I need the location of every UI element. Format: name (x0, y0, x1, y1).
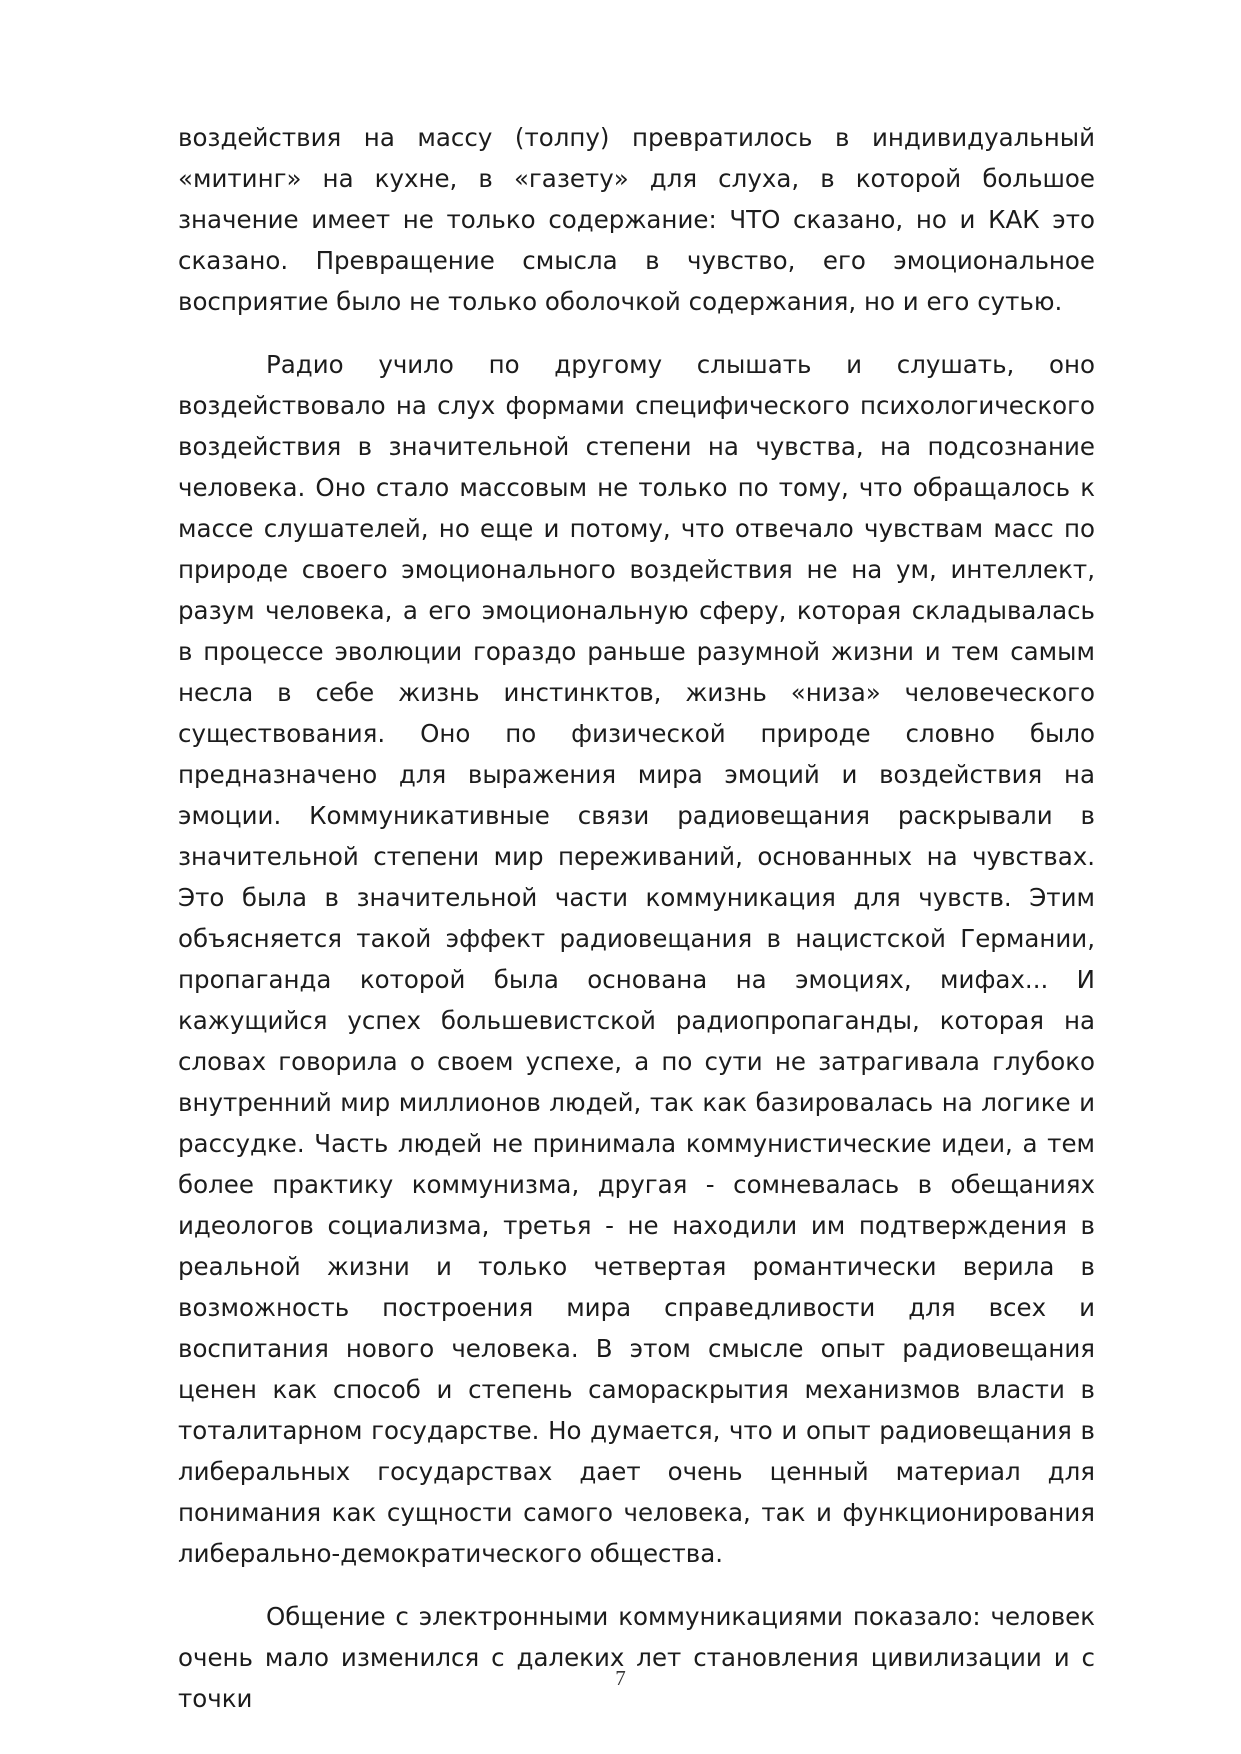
paragraph-1: воздействия на массу (толпу) превратилось в индивидуальный «митинг» на кухне, в «газету» для слуха, в которой большое значение имеет не только содержание: ЧТО сказано, но и КАК это сказано. Превращение смысла в чувство, его эмоциональное восприятие было не только оболочкой содержания, но и его сутью. (178, 123, 1095, 316)
body-text (178, 117, 1095, 1719)
paragraph-2: Радио учило по другому слышать и слушать, оно воздействовало на слух формами специфического психологического воздействия в значительной степени на чувства, на подсознание человека. Оно стало массовым не только по тому, что обращалось к массе слушателей, но еще и потому, что отвечало чувствам масс по природе своего эмоционального воздействия не на ум, интеллект, разум человека, а его эмоциональную сферу, которая складывалась в процессе эволюции гораздо раньше разумной жизни и тем самым несла в себе жизнь инстинктов, жизнь «низа» человеческого существования. Оно по физической природе словно было предназначено для выражения мира эмоций и воздействия на эмоции. Коммуникативные связи радиовещания раскрывали в значительной степени мир переживаний, основанных на чувствах. Это была в значительной части коммуникация для чувств. Этим объясняется такой эффект радиовещания в нацистской Германии, пропаганда которой была основана на эмоциях, мифах... И кажущийся успех большевистской радиопропаганды, которая на словах говорила о своем успехе, а по сути не затрагивала глубоко внутренний мир миллионов людей, так как базировалась на логике и рассудке. Часть людей не принимала коммунистические идеи, а тем более практику коммунизма, другая - сомневалась в обещаниях идеологов социализма, третья - не находили им подтверждения в реальной жизни и только четвертая романтически верила в возможность построения мира справедливости для всех и воспитания нового человека. В этом смысле опыт радиовещания ценен как способ и степень самораскрытия механизмов власти в тоталитарном государстве. Но думается, что и опыт радиовещания в либеральных государствах дает очень ценный материал для понимания как сущности самого человека, так и функционирования либерально-демократического общества. (178, 350, 1095, 1568)
page-number: 7 (615, 1666, 626, 1690)
paragraph-3: Общение с электронными коммуникациями показало: человек очень мало изменился с далеких лет становления цивилизации и с точки (178, 1602, 1095, 1713)
